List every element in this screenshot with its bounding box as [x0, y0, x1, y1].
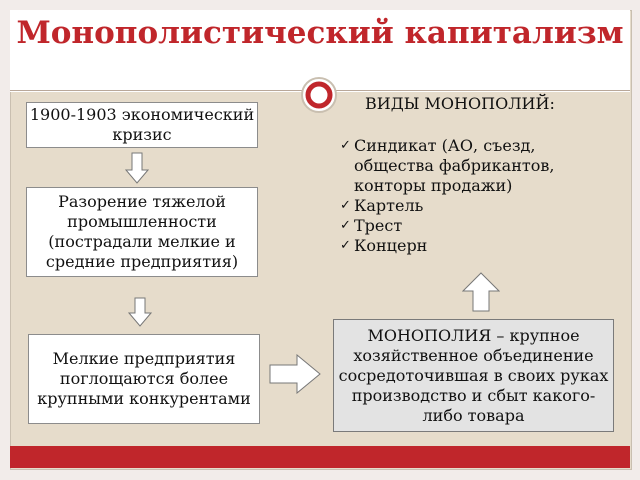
list-item-label: Синдикат (АО, съезд, общества фабрикантов, конторы продажи)	[354, 136, 555, 195]
monopoly-text: МОНОПОЛИЯ – крупное хозяйственное объединение сосредоточившая в своих руках производство и сбыт какого-либо товара	[338, 325, 609, 425]
list-item	[340, 216, 620, 236]
monopoly-types-header: ВИДЫ МОНОПОЛИЙ:	[365, 94, 555, 113]
list-item	[340, 196, 620, 216]
list-item	[340, 136, 620, 196]
slide-title: Монополистический капитализм	[16, 15, 624, 51]
checkmark-icon: ✓	[340, 138, 351, 153]
circle-ornament-icon	[300, 76, 338, 114]
checkmark-icon: ✓	[340, 198, 351, 213]
checkmark-icon: ✓	[340, 238, 351, 253]
arrow-up-icon	[462, 272, 500, 312]
crisis-box	[26, 102, 258, 148]
list-item-label: Концерн	[354, 236, 428, 255]
ruin-text: Разорение тяжелой промышленности (пострадали мелкие и средние предприятия)	[45, 192, 239, 271]
arrow-down-icon	[128, 297, 152, 327]
bottom-accent-bar	[10, 446, 630, 468]
crisis-text: 1900-1903 экономический кризис	[29, 105, 255, 144]
checkmark-icon: ✓	[340, 218, 351, 233]
list-item-label: Картель	[354, 196, 424, 215]
absorb-box	[28, 334, 260, 424]
list-item-label: Трест	[354, 216, 403, 235]
arrow-right-icon	[269, 354, 321, 394]
absorb-text: Мелкие предприятия поглощаются более крупными конкурентами	[37, 349, 251, 408]
ruin-box	[26, 187, 258, 277]
monopoly-box	[333, 319, 614, 432]
monopoly-types-list	[340, 136, 620, 256]
list-item	[340, 236, 620, 256]
arrow-down-icon	[125, 152, 149, 184]
